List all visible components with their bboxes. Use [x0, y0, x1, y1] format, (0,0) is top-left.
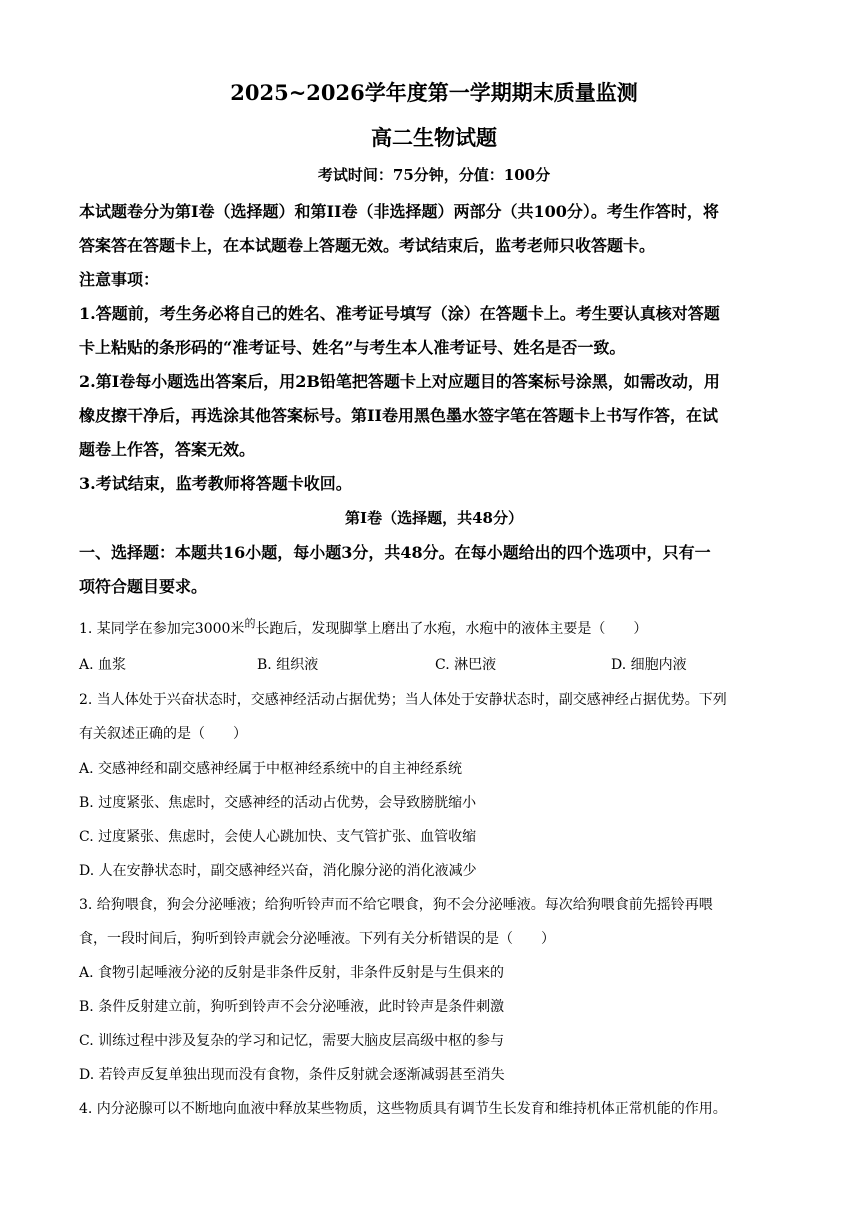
question-4-stem-line-1: 4. 内分泌腺可以不断地向血液中释放某些物质，这些物质具有调节生长发育和维持机体正常机能的作用。 [79, 1101, 727, 1117]
question-2-option-b: B. 过度紧张、焦虑时，交感神经的活动占优势，会导致膀胱缩小 [79, 795, 477, 811]
exam-title: 2025~2026学年度第一学期期末质量监测 [230, 80, 638, 105]
question-3-stem-line-1: 3. 给狗喂食，狗会分泌唾液；给狗听铃声而不给它喂食，狗不会分泌唾液。每次给狗喂食前先摇铃再喂 [79, 897, 713, 913]
notice-item-2-line-2: 橡皮擦干净后，再选涂其他答案标号。第II卷用黑色墨水签字笔在答题卡上书写作答，在试 [79, 406, 718, 425]
section-instruction-line-2: 项符合题目要求。 [79, 577, 208, 596]
question-3-option-c: C. 训练过程中涉及复杂的学习和记忆，需要大脑皮层高级中枢的参与 [79, 1033, 505, 1049]
question-1-stem-superscript: 的 [244, 617, 256, 630]
notice-item-2-line-3: 题卷上作答，答案无效。 [79, 440, 256, 459]
intro-line-2: 答案答在答题卡上，在本试题卷上答题无效。考试结束后，监考老师只收答题卡。 [79, 236, 656, 255]
notice-item-3: 3.考试结束，监考教师将答题卡收回。 [79, 474, 352, 493]
question-2-option-a: A. 交感神经和副交感神经属于中枢神经系统中的自主神经系统 [79, 761, 463, 777]
question-2-option-d: D. 人在安静状态时，副交感神经兴奋，消化腺分泌的消化液减少 [79, 863, 477, 879]
question-1-stem-part-b: 长跑后，发现脚掌上磨出了水疱，水疱中的液体主要是（ ） [255, 621, 648, 637]
question-3-option-d: D. 若铃声反复单独出现而没有食物，条件反射就会逐渐减弱甚至消失 [79, 1067, 505, 1083]
question-1-option-d: D. 细胞内液 [611, 657, 687, 673]
question-3-option-a: A. 食物引起唾液分泌的反射是非条件反射，非条件反射是与生俱来的 [79, 965, 505, 981]
exam-info: 考试时间：75分钟，分值：100分 [317, 166, 551, 184]
question-2-stem-line-1: 2. 当人体处于兴奋状态时，交感神经活动占据优势；当人体处于安静状态时，副交感神经占据优势。下列 [79, 692, 727, 708]
section-instruction-line-1: 一、选择题：本题共16小题，每小题3分，共48分。在每小题给出的四个选项中，只有一 [79, 543, 711, 562]
exam-subtitle: 高二生物试题 [371, 125, 497, 150]
question-2-stem-line-2: 有关叙述正确的是（ ） [79, 726, 247, 742]
question-3-option-b: B. 条件反射建立前，狗听到铃声不会分泌唾液，此时铃声是条件刺激 [79, 999, 505, 1015]
notice-item-1-line-1: 1.答题前，考生务必将自己的姓名、准考证号填写（涂）在答题卡上。考生要认真核对答题 [79, 304, 720, 323]
notice-heading: 注意事项： [79, 270, 160, 289]
question-1-option-a: A. 血浆 [79, 657, 127, 673]
question-1-option-b: B. 组织液 [257, 657, 319, 673]
notice-item-1-line-2: 卡上粘贴的条形码的“准考证号、姓名”与考生本人准考证号、姓名是否一致。 [79, 338, 626, 357]
section-title: 第I卷（选择题，共48分） [345, 509, 523, 527]
question-1-option-c: C. 淋巴液 [435, 657, 497, 673]
question-3-stem-line-2: 食，一段时间后，狗听到铃声就会分泌唾液。下列有关分析错误的是（ ） [79, 931, 555, 947]
notice-item-2-line-1: 2.第I卷每小题选出答案后，用2B铅笔把答题卡上对应题目的答案标号涂黑，如需改动，用 [79, 372, 720, 391]
question-2-option-c: C. 过度紧张、焦虑时，会使人心跳加快、支气管扩张、血管收缩 [79, 829, 477, 845]
question-1-stem [79, 618, 647, 638]
question-1-stem-part-a: 1. 某同学在参加完3000米 [79, 621, 245, 637]
intro-line-1: 本试题卷分为第I卷（选择题）和第II卷（非选择题）两部分（共100分）。考生作答时，将 [79, 202, 719, 221]
